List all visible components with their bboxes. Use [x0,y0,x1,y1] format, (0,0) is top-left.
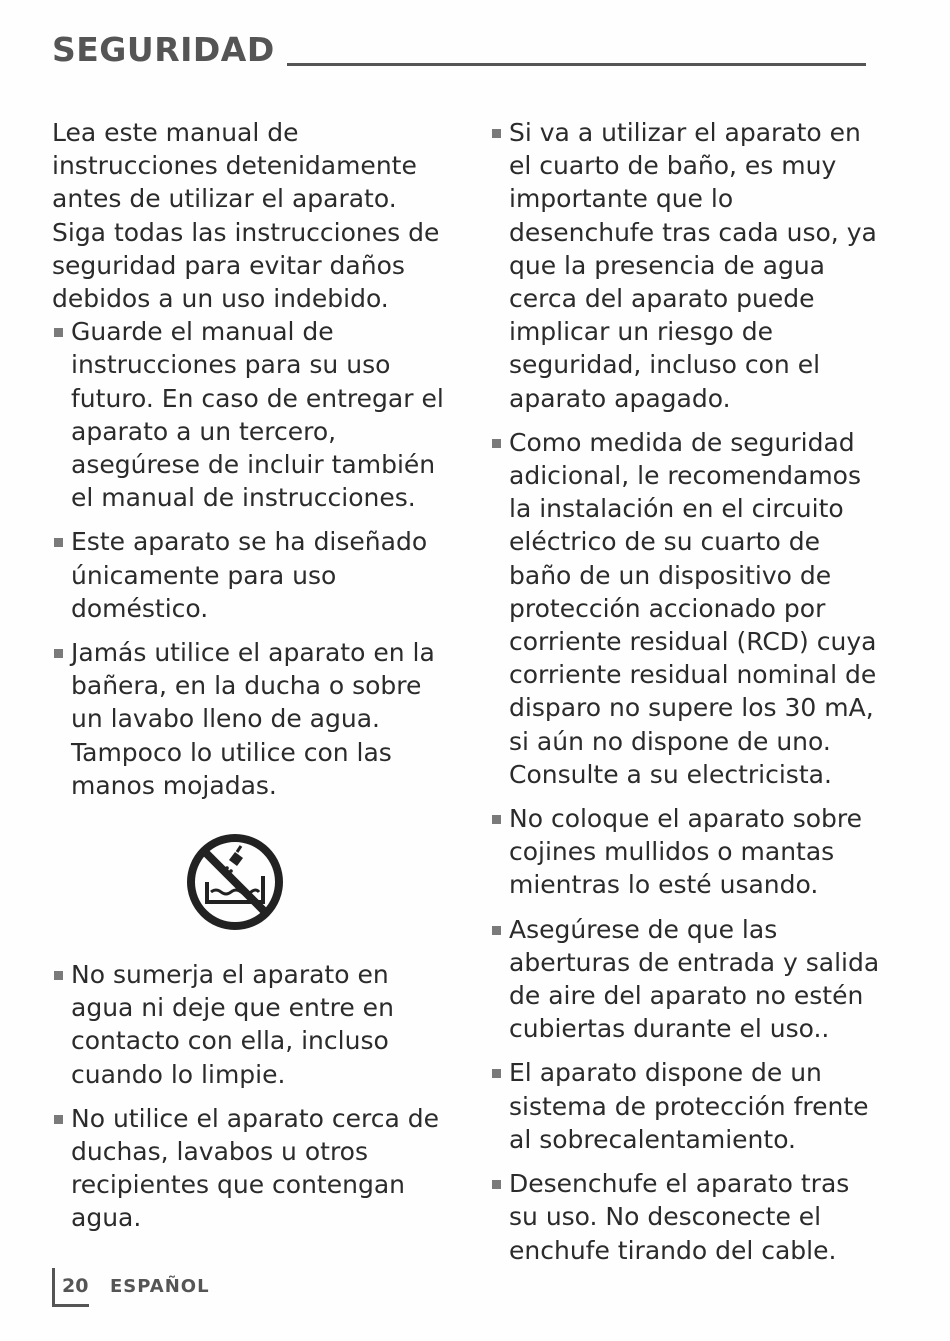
list-item: Asegúrese de que las aberturas de entrada y salida de aire del aparato no estén cubiertas durante el uso.. [490,913,884,1046]
intro-paragraph: Lea este manual de instrucciones detenidamente antes de utilizar el aparato. Siga todas las instrucciones de seguridad para evitar daños debidos a un uso indebido. [52,118,440,314]
list-item: No utilice el aparato cerca de duchas, lavabos u otros recipientes que contengan agua. [52,1102,445,1235]
footer-horizontal-rule [52,1304,89,1307]
list-item: Desenchufe el aparato tras su uso. No desconecte el enchufe tirando del cable. [490,1167,884,1267]
bullet-square-icon [492,815,501,824]
list-item: El aparato dispone de un sistema de protección frente al sobrecalentamiento. [490,1056,884,1156]
bullet-square-icon [492,129,501,138]
list-item: Si va a utilizar el aparato en el cuarto de baño, es muy importante que lo desenchufe tras cada uso, ya que la presencia de agua cerca del aparato puede implicar un riesgo de seguridad, incluso con el aparato apagado. [490,116,884,415]
list-item: Guarde el manual de instrucciones para su uso futuro. En caso de entregar el aparato a un tercero, asegúrese de incluir también el manual de instrucciones. [52,315,445,514]
bullet-square-icon [492,439,501,448]
list-item: No coloque el aparato sobre cojines mullidos o mantas mientras lo esté usando. [490,802,884,902]
right-column [490,116,884,1267]
bullet-square-icon [54,649,63,658]
bullet-square-icon [492,1069,501,1078]
left-column [52,116,445,1235]
title-rule [287,63,866,66]
list-item: Como medida de seguridad adicional, le recomendamos la instalación en el circuito eléctrico de su cuarto de baño de un dispositivo de protección accionado por corriente residual (RCD) cuya corriente residual nominal de disparo no supere los 30 mA, si aún no dispone de uno. Consulte a su electricista. [490,426,884,791]
bullet-square-icon [492,926,501,935]
footer-vertical-rule [52,1268,55,1306]
list-item: Jamás utilice el aparato en la bañera, en la ducha o sobre un lavabo lleno de agua. Tampoco lo utilice con las manos mojadas. [52,636,445,802]
page-title: SEGURIDAD [52,30,275,69]
bullet-square-icon [54,1115,63,1124]
no-water-use-icon [185,832,285,932]
list-item: Este aparato se ha diseñado únicamente para uso doméstico. [52,525,445,625]
list-item: No sumerja el aparato en agua ni deje que entre en contacto con ella, incluso cuando lo limpie. [52,958,445,1091]
bullet-square-icon [492,1180,501,1189]
bullet-square-icon [54,328,63,337]
language-label: ESPAÑOL [110,1276,210,1297]
bullet-square-icon [54,538,63,547]
bullet-square-icon [54,971,63,980]
page-number: 20 [62,1275,89,1297]
